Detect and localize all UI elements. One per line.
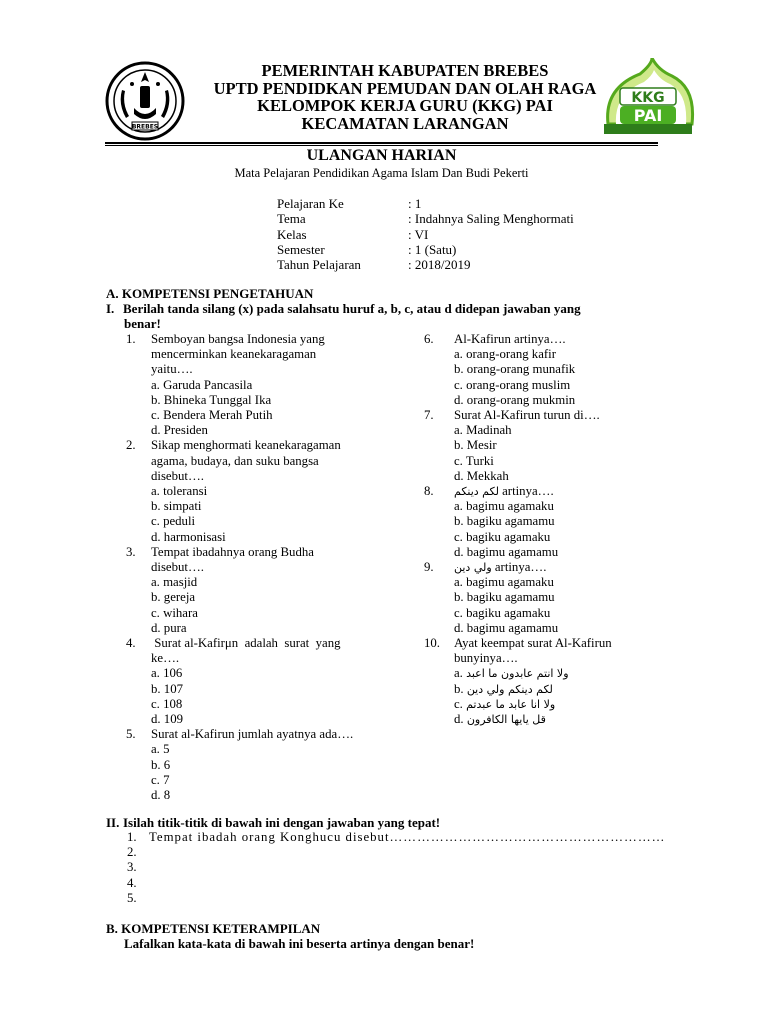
pai-logo-text: PAI [633, 106, 663, 125]
option: d. 8 [151, 788, 171, 803]
option: d. harmonisasi [151, 529, 226, 544]
part-1-number: I. [106, 301, 115, 316]
option: a. bagimu agamaku [454, 575, 554, 590]
info-row [277, 227, 574, 242]
option [454, 666, 674, 681]
question-text: Surat al-Kafirun jumlah ayatnya ada…. [151, 727, 354, 742]
question-text: Semboyan bangsa Indonesia yang [151, 332, 325, 346]
question-3 [126, 545, 391, 636]
letterhead [175, 62, 635, 132]
option: b. 6 [151, 757, 171, 772]
letterhead-line3: KELOMPOK KERJA GURU (KKG) PAI [257, 96, 553, 115]
question-number: 8. [424, 484, 434, 499]
question-text: ke…. [151, 651, 180, 666]
info-value: : Indahnya Saling Menghormati [408, 211, 574, 227]
option: a. 106 [151, 666, 183, 681]
letterhead-line2: UPTD PENDIDKAN PEMUDAN DAN OLAH RAGA [213, 78, 597, 98]
fill-item-number: 2. [127, 845, 137, 860]
info-row [277, 196, 574, 211]
option: b. bagiku agamamu [454, 590, 555, 605]
option: a. toleransi [151, 484, 208, 499]
part-1-line2: benar! [124, 316, 161, 331]
arabic-phrase: لكم دينكم [454, 485, 499, 499]
header-rule-thin [105, 145, 658, 146]
option: c. bagiku agamaku [454, 605, 551, 620]
part-2-text: Isilah titik-titik di bawah ini dengan jawaban yang tepat! [123, 815, 441, 830]
info-label: Tema [277, 211, 306, 227]
fill-item [127, 891, 665, 906]
fill-item [127, 830, 665, 845]
fill-item [127, 845, 665, 860]
question-text: agama, budaya, dan suku bangsa [151, 453, 319, 468]
option: b. bagiku agamamu [454, 514, 555, 529]
regency-crest-logo [104, 60, 186, 142]
info-row [277, 211, 574, 226]
info-label: Kelas [277, 226, 307, 242]
question-text: Al-Kafirun artinya…. [454, 332, 566, 346]
option: c. Turki [454, 453, 494, 468]
question-number: 5. [126, 727, 136, 742]
question-number: 10. [424, 636, 440, 651]
question-10 [424, 636, 674, 727]
option: d. 109 [151, 712, 183, 727]
questions-left-column [126, 332, 391, 803]
part-2-instruction [106, 815, 666, 830]
question-5 [126, 727, 391, 803]
option: c. Bendera Merah Putih [151, 408, 273, 423]
part-1-line1: Berilah tanda silang (x) pada salahsatu huruf a, b, c, atau d didepan jawaban yang [123, 301, 581, 316]
option: c. 108 [151, 696, 183, 711]
fill-in-list [127, 830, 665, 906]
part-2-number: II. [106, 815, 120, 830]
section-a-title: A. KOMPETENSI PENGETAHUAN [106, 286, 314, 301]
option: d. bagimu agamamu [454, 544, 559, 559]
section-b-instruction: Lafalkan kata-kata di bawah ini beserta artinya dengan benar! [124, 936, 475, 951]
exam-subtitle: Mata Pelajaran Pendidikan Agama Islam Dan Budi Pekerti [234, 166, 529, 180]
exam-info [277, 196, 574, 272]
question-text: disebut…. [151, 560, 204, 575]
question-6 [424, 332, 674, 408]
question-8 [424, 484, 674, 560]
option: c. 7 [151, 772, 170, 787]
arabic-option: ولا انتم عابدون ما اعبد [466, 667, 569, 681]
option-letter: b. [454, 681, 464, 696]
question-7 [424, 408, 674, 484]
question-4 [126, 636, 391, 727]
fill-item [127, 876, 665, 891]
info-row [277, 257, 574, 272]
question-text: mencerminkan keanekaragaman [151, 347, 317, 362]
option: c. wihara [151, 605, 198, 620]
arabic-option: ولا انا عابد ما عبدتم [466, 697, 556, 711]
option: a. 5 [151, 742, 170, 757]
option: c. orang-orang muslim [454, 377, 571, 392]
question-text: Surat Al-Kafirun turun di…. [454, 408, 600, 423]
info-value: : VI [408, 226, 429, 242]
option: a. Garuda Pancasila [151, 377, 253, 392]
question-number: 7. [424, 408, 434, 423]
arabic-option: لكم دينكم ولي دين [466, 682, 553, 696]
fill-item-number: 1. [127, 830, 137, 844]
section-b-title: B. KOMPETENSI KETERAMPILAN [106, 921, 321, 936]
option: d. pura [151, 620, 187, 635]
question-text: artinya…. [502, 484, 554, 499]
question-text: Surat al-Kafirμn adalah surat yang [151, 636, 341, 651]
question-number: 3. [126, 544, 136, 559]
fill-item [127, 860, 665, 875]
exam-title: ULANGAN HARIAN [306, 147, 457, 164]
fill-item-text: Tempat ibadah orang Konghucu disebut…………………………………………………… [149, 830, 666, 844]
arabic-phrase: ولي دين [454, 561, 492, 575]
question-text: disebut…. [151, 468, 204, 483]
header-rule-thick [105, 142, 658, 144]
option: a. bagimu agamaku [454, 499, 554, 514]
option: c. peduli [151, 514, 196, 529]
arabic-option: قل يايها الكافرون [466, 713, 546, 727]
option-letter: a. [454, 666, 463, 681]
option: b. Bhineka Tunggal Ika [151, 392, 272, 407]
info-label: Tahun Pelajaran [277, 257, 361, 273]
crest-text: BREBES [131, 123, 159, 131]
info-value: : 2018/2019 [408, 257, 471, 273]
option: b. orang-orang munafik [454, 362, 576, 377]
option: a. orang-orang kafir [454, 347, 556, 362]
info-value: : 1 [408, 196, 422, 211]
fill-item-number: 4. [127, 875, 137, 890]
option: d. Mekkah [454, 468, 509, 483]
question-1 [126, 332, 391, 438]
option: d. Presiden [151, 423, 208, 438]
option: a. Madinah [454, 423, 512, 438]
letterhead-line4: KECAMATAN LARANGAN [301, 113, 509, 133]
question-text: Tempat ibadahnya orang Budha [151, 544, 314, 559]
option [454, 682, 674, 697]
question-text: artinya…. [494, 560, 547, 575]
option: d. bagimu agamamu [454, 620, 559, 635]
question-text: bunyinya…. [454, 651, 518, 666]
letterhead-line1: PEMERINTAH KABUPATEN BREBES [261, 61, 549, 80]
question-text: Sikap menghormati keanekaragaman [151, 438, 341, 453]
info-label: Pelajaran Ke [277, 196, 344, 211]
question-text: yaitu…. [151, 362, 193, 377]
kkg-logo-text: KKG [631, 90, 665, 106]
option: c. bagiku agamaku [454, 529, 551, 544]
option: a. masjid [151, 575, 198, 590]
fill-item-number: 5. [127, 890, 137, 905]
question-number: 1. [126, 332, 136, 346]
option: b. Mesir [454, 438, 497, 453]
question-number: 4. [126, 636, 136, 651]
option-letter: d. [454, 712, 464, 727]
questions-right-column [424, 332, 674, 727]
part-1-instruction [106, 301, 666, 316]
option: d. orang-orang mukmin [454, 392, 576, 407]
question-2 [126, 438, 391, 544]
question-number: 6. [424, 332, 434, 346]
option [454, 697, 674, 712]
option: b. simpati [151, 499, 202, 514]
option [454, 712, 674, 727]
option-letter: c. [454, 696, 463, 711]
option: b. gereja [151, 590, 196, 605]
info-label: Semester [277, 241, 325, 257]
question-text: Ayat keempat surat Al-Kafirun [454, 636, 612, 651]
info-value: : 1 (Satu) [408, 241, 457, 257]
fill-item-number: 3. [127, 860, 137, 875]
option: b. 107 [151, 681, 183, 696]
question-number: 2. [126, 438, 136, 453]
question-number: 9. [424, 560, 434, 575]
question-9 [424, 560, 674, 636]
info-row [277, 242, 574, 257]
